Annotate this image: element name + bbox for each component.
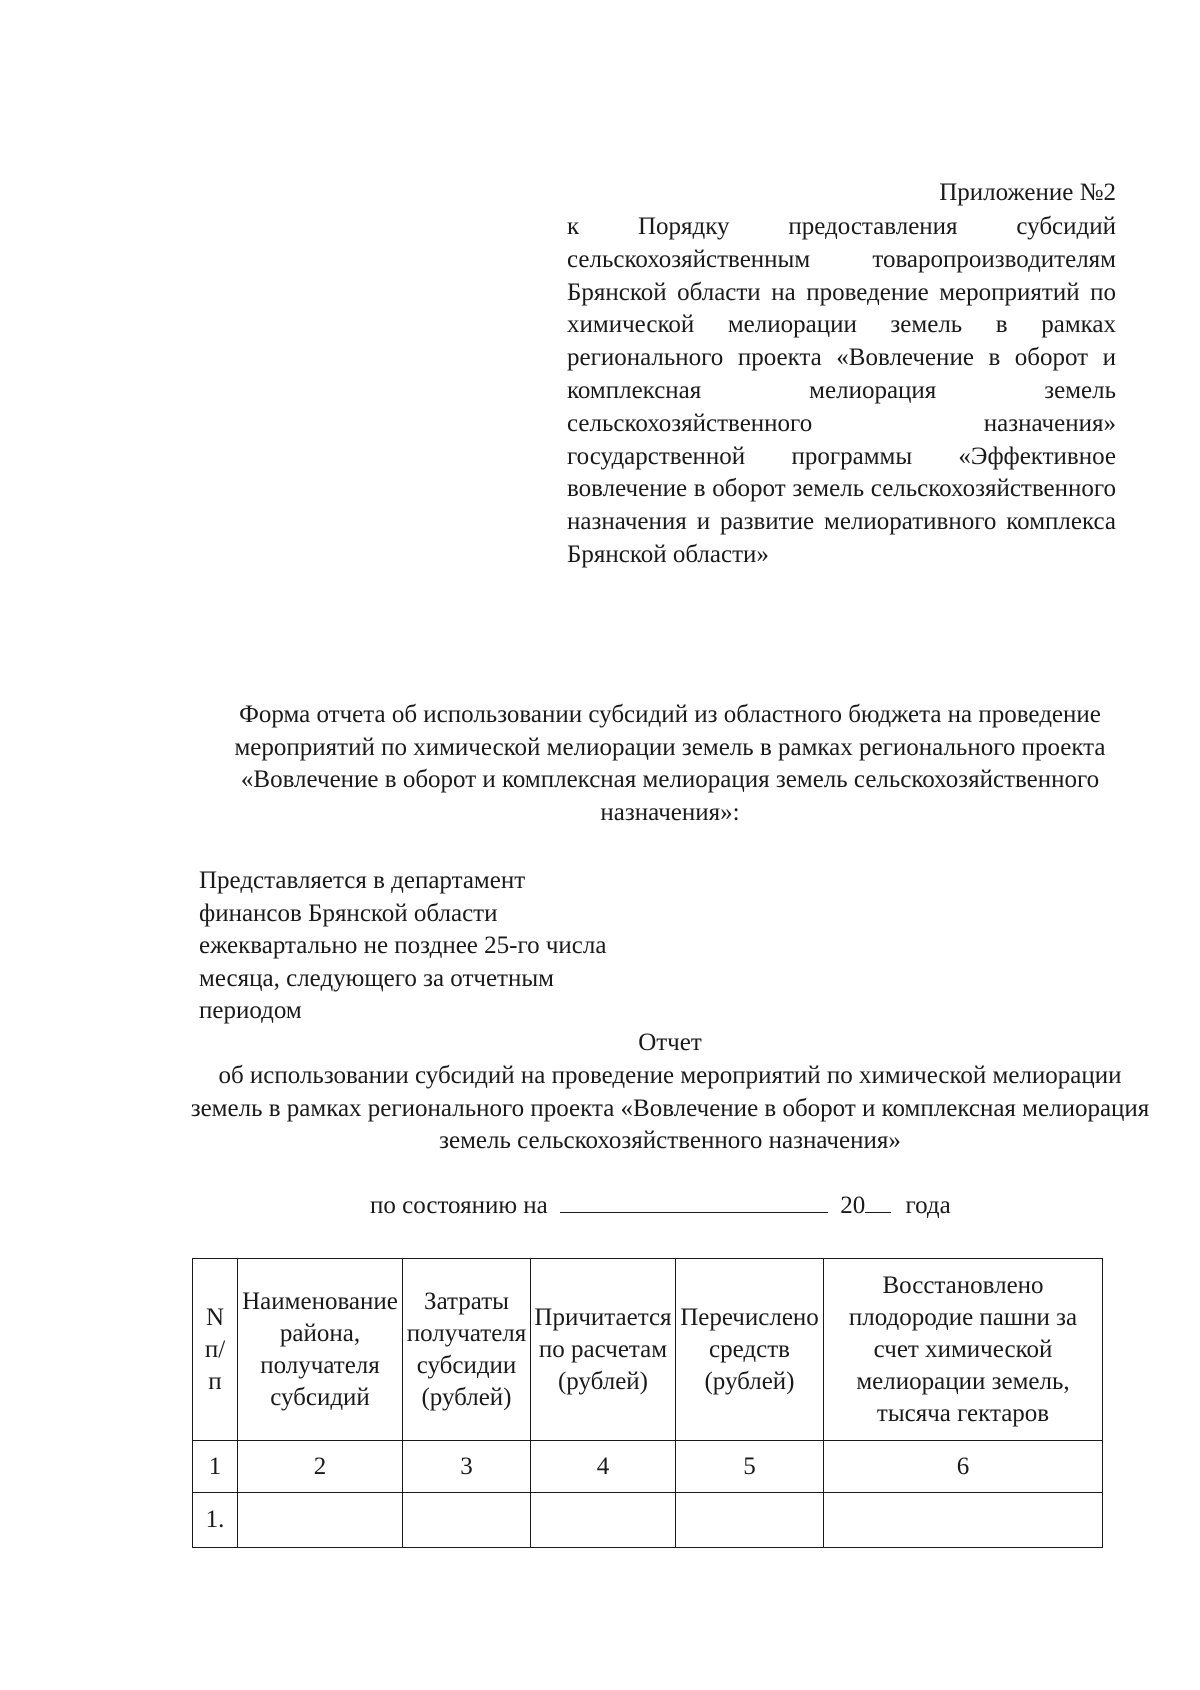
column-number-cell: 6: [824, 1441, 1103, 1493]
date-blank-field: [560, 1190, 828, 1213]
header-cell: Затраты получателя субсидии (рублей): [403, 1259, 531, 1441]
header-cell: Наименование района, получателя субсидий: [238, 1259, 403, 1441]
table-cell: [824, 1493, 1103, 1548]
as-of-label: по состоянию на: [370, 1192, 548, 1219]
report-date-line: [370, 1190, 951, 1223]
table-cell: 1.: [193, 1493, 238, 1548]
form-title: Форма отчета об использовании субсидий из областного бюджета на проведение мероприятий по химической мелиорации земель в рамках регионального проекта «Вовлечение в оборот и комплексная мелиорация земель сельскохозяйственного назначения»:: [234, 701, 1106, 826]
submission-note: Представляется в департамент финансов Брянской области ежеквартально не позднее 25-го числа месяца, следующего за отчетным периодом: [199, 867, 607, 1024]
column-number-cell: 1: [193, 1441, 238, 1493]
appendix-title: Приложение №2: [939, 179, 1116, 206]
column-number-row: [193, 1441, 1103, 1493]
year-blank-field: [865, 1190, 891, 1213]
column-number-cell: 2: [238, 1441, 403, 1493]
column-number-cell: 3: [403, 1441, 531, 1493]
table-row: [193, 1493, 1103, 1548]
year-prefix: 20: [840, 1192, 866, 1219]
table-cell: [403, 1493, 531, 1548]
header-cell: Восстановлено плодородие пашни за счет химической мелиорации земель, тысяча гектаров: [824, 1259, 1103, 1441]
report-heading: Отчет: [638, 1029, 702, 1056]
table-cell: [238, 1493, 403, 1548]
column-number-cell: 5: [676, 1441, 824, 1493]
appendix-subtitle: к Порядку предоставления субсидий сельскохозяйственным товаропроизводителям Брянской области на проведение мероприятий по химической мелиорации земель в рамках регионального проекта «Вовлечение в оборот и комплексная мелиорация земель сельскохозяйственного назначения» государственной программы «Эффективное вовлечение в оборот земель сельскохозяйственного назначения и развитие мелиоративного комплекса Брянской области»: [567, 213, 1116, 568]
report-subtitle: об использовании субсидий на проведение мероприятий по химической мелиорации земель в рамках регионального проекта «Вовлечение в оборот и комплексная мелиорация земель сельскохозяйственного назначения»: [190, 1062, 1150, 1154]
table-header-row: [193, 1259, 1103, 1441]
table-cell: [676, 1493, 824, 1548]
table-cell: [531, 1493, 676, 1548]
year-suffix: года: [905, 1192, 951, 1219]
column-number-cell: 4: [531, 1441, 676, 1493]
header-cell: N п/ п: [193, 1259, 238, 1441]
report-table: [192, 1258, 1103, 1548]
header-cell: Причитается по расчетам (рублей): [531, 1259, 676, 1441]
header-cell: Перечислено средств (рублей): [676, 1259, 824, 1441]
